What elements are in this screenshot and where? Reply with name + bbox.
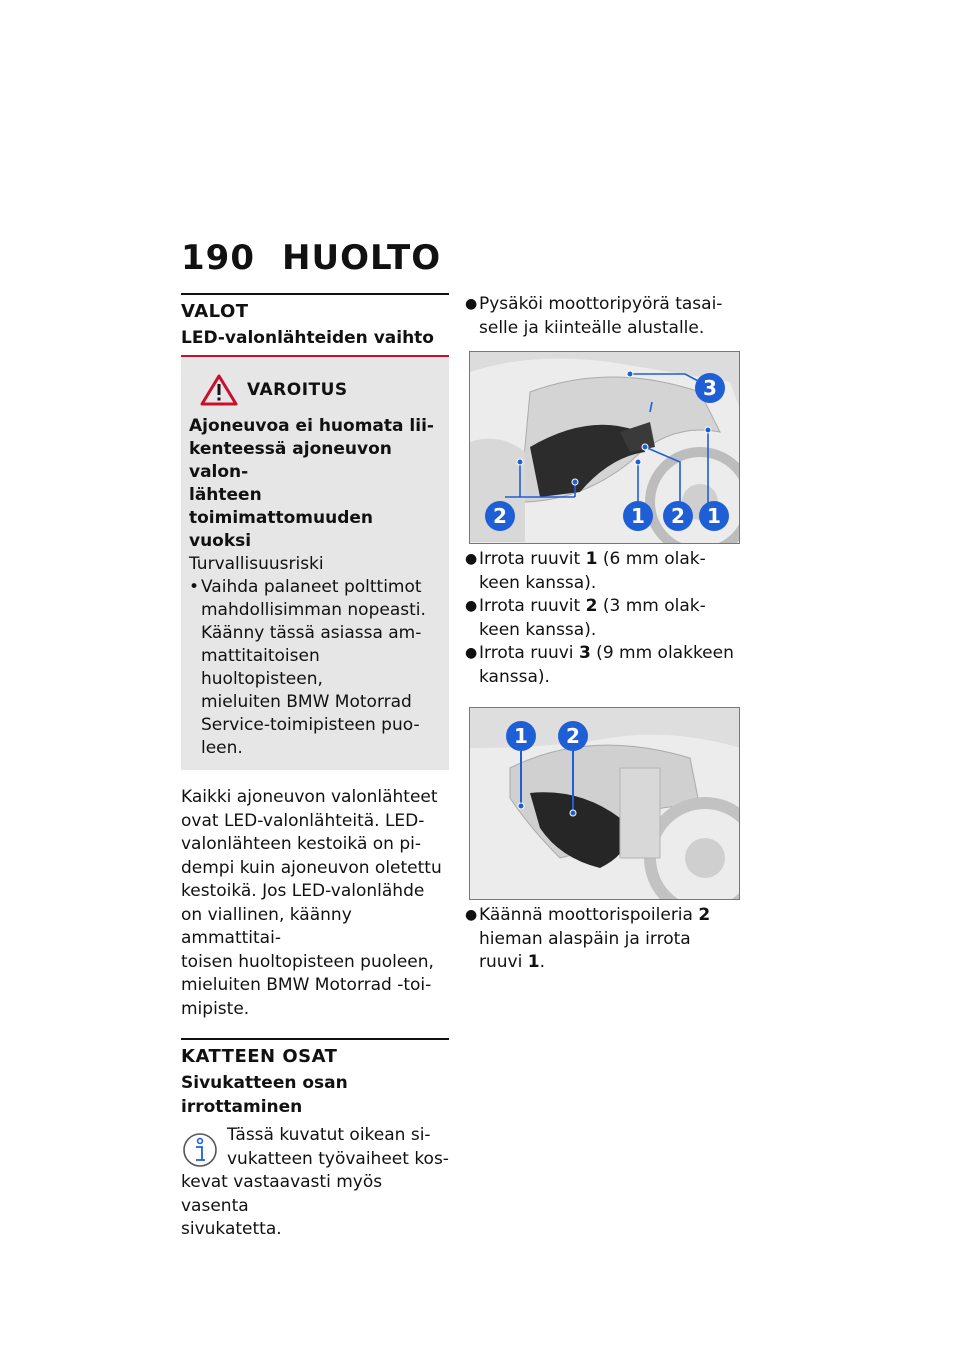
paragraph-line: ovat LED-valonlähteitä. LED-: [181, 810, 425, 831]
warning-label: VAROITUS: [247, 380, 348, 400]
callout-label: 2: [671, 504, 685, 528]
page-number: 190: [181, 238, 255, 278]
warning-title-line: lähteen toimimattomuuden: [189, 485, 374, 528]
warning-bullet-line: Vaihda palaneet polttimot: [201, 577, 422, 597]
warning-title-line: Ajoneuvoa ei huomata lii-: [189, 416, 434, 436]
paragraph-line: kestoikä. Jos LED-valonlähde: [181, 881, 425, 901]
step-text: Irrota ruuvit: [479, 596, 586, 616]
divider: [181, 1038, 449, 1040]
step-text: Irrota ruuvi: [479, 643, 579, 663]
step-text: kanssa).: [479, 666, 550, 687]
step-text: .: [539, 952, 545, 972]
bullet-dot: ●: [465, 551, 478, 567]
warning-title-line: kenteessä ajoneuvon valon-: [189, 439, 392, 482]
info-line: kevat vastaavasti myös vasenta: [181, 1172, 383, 1216]
step-text: Irrota ruuvit: [479, 549, 586, 569]
screw-steps: [465, 548, 740, 689]
step-turn-spoiler: [465, 904, 740, 975]
warning-bullet: [189, 576, 441, 760]
bullet-dot: ●: [465, 907, 478, 923]
motorcycle-fairing-illustration: [470, 352, 740, 544]
callout-label: 2: [493, 504, 507, 528]
section-title: HUOLTO: [282, 238, 442, 278]
callout-label: 1: [707, 504, 721, 528]
step-remove-screws-1: [465, 548, 740, 595]
warning-box: [181, 357, 449, 770]
callout-label: 1: [514, 724, 528, 748]
warning-bullet-line: Service-toimipisteen puo-: [201, 715, 420, 735]
figure-engine-spoiler: [469, 707, 740, 900]
subheading-sivukate: Sivukatteen osan irrottaminen: [181, 1073, 348, 1117]
callout-label: 1: [631, 504, 645, 528]
led-paragraph: [181, 786, 449, 1021]
step-ref: 1: [527, 952, 540, 972]
step-text: ruuvi: [479, 952, 528, 972]
warning-bullet-line: mieluiten BMW Motorrad: [201, 692, 412, 712]
warning-triangle-icon: [199, 373, 239, 407]
warning-header: [189, 371, 441, 409]
bullet-dot: ●: [465, 296, 478, 312]
paragraph-line: mieluiten BMW Motorrad -toi-: [181, 975, 432, 995]
figure-side-fairing-screws: [469, 351, 740, 544]
paragraph-line: valonlähteen kestoikä on pi-: [181, 834, 421, 854]
info-icon: [181, 1130, 219, 1170]
motorcycle-spoiler-illustration: [470, 708, 740, 900]
step-text: hieman alaspäin ja irrota: [479, 928, 691, 949]
left-column: [181, 293, 449, 1242]
divider: [181, 293, 449, 295]
warning-bullet-line: Käänny tässä asiassa am-: [201, 623, 422, 643]
paragraph-line: dempi kuin ajoneuvon oletettu: [181, 857, 442, 878]
step-text: keen kanssa).: [479, 572, 597, 593]
info-line: sivukatetta.: [181, 1219, 282, 1239]
step-text: Käännä moottorispoileria: [479, 905, 699, 925]
info-line: vukatteen työvaiheet kos-: [227, 1148, 449, 1169]
step-remove-screw-3: [465, 642, 740, 689]
heading-katteen-osat: KATTEEN OSAT: [181, 1046, 338, 1067]
step-text: keen kanssa).: [479, 619, 597, 640]
paragraph-line: mipiste.: [181, 998, 250, 1019]
bullet-dot: ●: [465, 645, 478, 661]
step-text: (6 mm olak-: [597, 549, 706, 569]
callout-label: 3: [703, 376, 717, 400]
info-line: Tässä kuvatut oikean si-: [227, 1125, 431, 1145]
step-ref: 1: [585, 549, 598, 569]
heading-valot: VALOT: [181, 301, 249, 322]
subheading-led: LED-valonlähteiden vaihto: [181, 328, 434, 348]
paragraph-line: Kaikki ajoneuvon valonlähteet: [181, 787, 438, 807]
step-line: Pysäköi moottoripyörä tasai-: [479, 294, 723, 314]
warning-bullet-line: leen.: [201, 738, 243, 758]
right-column: [465, 293, 740, 975]
warning-risk: Turvallisuusriski: [189, 554, 324, 574]
step-ref: 2: [698, 905, 711, 925]
warning-title-line: vuoksi: [189, 531, 252, 551]
step-ref: 3: [578, 643, 591, 663]
warning-title: [189, 415, 441, 553]
paragraph-line: on viallinen, käänny ammattitai-: [181, 904, 352, 948]
callout-label: 2: [566, 724, 580, 748]
info-note: [181, 1124, 449, 1242]
page-header: [181, 238, 741, 288]
paragraph-line: toisen huoltopisteen puoleen,: [181, 951, 434, 972]
step-ref: 2: [585, 596, 598, 616]
step-text: (3 mm olak-: [597, 596, 706, 616]
step-park: [465, 293, 740, 340]
bullet-dot: ●: [465, 598, 478, 614]
step-remove-screws-2: [465, 595, 740, 642]
step-text: (9 mm olakkeen: [590, 643, 734, 663]
step-line: selle ja kiinteälle alustalle.: [479, 317, 705, 338]
warning-bullet-line: mattitaitoisen huoltopisteen,: [201, 646, 323, 689]
warning-bullet-line: mahdollisimman nopeasti.: [201, 600, 426, 620]
bullet-dot: •: [189, 577, 200, 597]
